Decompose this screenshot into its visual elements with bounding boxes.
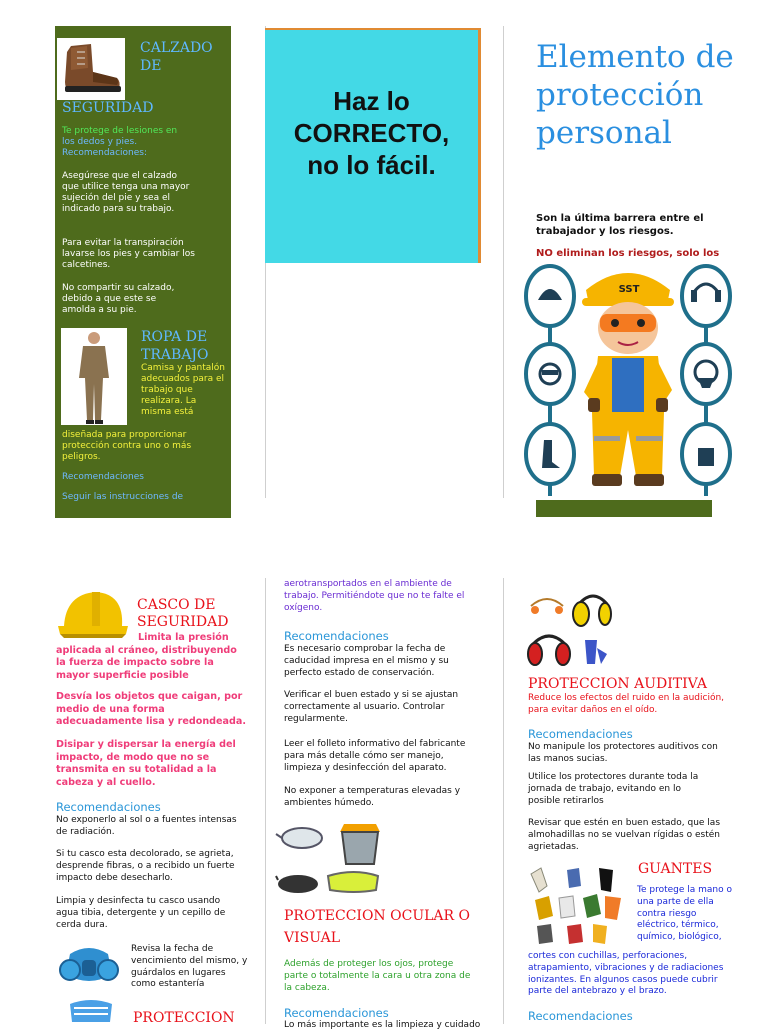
panel-calzado-ropa [55, 26, 231, 518]
helmet-sst-label: SST [618, 284, 640, 295]
slogan-line-1: Haz lo [333, 86, 410, 116]
calzado-paragraph-1: Asegúrese que el calzado que utilice tenga una mayor sujeción del pie y sea el indicado para su trabajo. [62, 171, 190, 214]
boot-image [57, 38, 125, 100]
intro-text: Son la última barrera entre el trabajador y los riesgos. [536, 213, 704, 237]
calzado-paragraph-2: Para evitar la transpiración lavarse los pies y cambiar los calcetines. [62, 238, 195, 270]
slogan-line-3: no lo fácil. [307, 150, 436, 180]
auditiva-rec-2: Utilice los protectores durante toda la jornada de trabajo, evitando en lo posible retirarlos [528, 772, 699, 806]
respiratory-rec-2: Verificar el buen estado y si se ajustan correctamente al usuario. Controlar regularmente. [284, 690, 459, 724]
guantes-description-2: cortes con cuchillas, perforaciones, atrapamiento, vibraciones y de radiaciones ionizantes. En algunos casos puede cubrir parte del antebrazo y el brazo. [528, 951, 724, 997]
auditiva-rec-1: No manipule los protectores auditivos con las manos sucias. [528, 742, 718, 764]
casco-paragraph-3: Disipar y dispersar la energía del impacto, de modo que no se transmita en su totalidad a la cabeza y al cuello. [56, 739, 236, 788]
auditiva-title: PROTECCION AUDITIVA [528, 676, 707, 692]
respiratory-continuation: aerotransportados en el ambiente de trabajo. Permitiéndote que no te falte el oxígeno. [284, 579, 465, 613]
guantes-title: GUANTES [638, 861, 713, 877]
dust-mask-image [64, 996, 118, 1024]
panel-footer-left [55, 507, 231, 518]
ropa-text-cut: Seguir las instrucciones de [62, 492, 184, 502]
ocular-recomendaciones: Recomendaciones [284, 1006, 389, 1020]
gloves-image [527, 864, 627, 946]
hearing-protection-image [527, 588, 611, 670]
ropa-recomendaciones: Recomendaciones [62, 472, 144, 482]
respiratory-recomendaciones: Recomendaciones [284, 629, 389, 643]
respiratory-rec-4: No exponer a temperaturas elevadas y ambientes húmedo. [284, 786, 461, 808]
ocular-title: PROTECCION OCULAR O VISUAL [284, 908, 470, 946]
casco-rec-1: No exponerlo al sol o a fuentes intensas de radiación. [56, 815, 237, 837]
fold-line-4 [503, 578, 504, 1024]
calzado-intro-1: Te protege de lesiones en [62, 126, 178, 136]
calzado-title-2: SEGURIDAD [62, 100, 154, 116]
work-clothes-image [61, 328, 127, 425]
guantes-description-1: Te protege la mano o una parte de ella contra riesgo eléctrico, térmico, químico, biológico, [637, 885, 733, 943]
ropa-title: ROPA DE TRABAJO [141, 329, 209, 363]
casco-paragraph-1: Limita la presión aplicada al cráneo, distribuyendo la fuerza de impacto sobre la mayor superficie posible [56, 632, 237, 681]
warning-text: NO eliminan los riesgos, solo los [536, 248, 720, 259]
ropa-description-1: Camisa y pantalón adecuados para el trabajo que realizara. La misma está [141, 363, 226, 417]
proteccion-title-cut: PROTECCION [133, 1010, 235, 1026]
fold-line-2 [503, 26, 504, 498]
casco-paragraph-2: Desvía los objetos que caigan, por medio de una forma adecuadamente lisa y redondeada. [56, 691, 247, 728]
ropa-description-2: diseñada para proporcionar protección contra uno o más peligros. [62, 430, 192, 462]
panel-footer-right [536, 500, 712, 517]
calzado-paragraph-3: No compartir su calzado, debido a que este se amolda a su pie. [62, 283, 175, 315]
casco-title: CASCO DE SEGURIDAD [137, 597, 229, 630]
brochure-title: Elemento de protección personal [536, 39, 734, 151]
auditiva-recomendaciones: Recomendaciones [528, 727, 633, 741]
auditiva-rec-3: Revisar que estén en buen estado, que las almohadillas no se vuelvan rígidas o estén agrietadas. [528, 818, 721, 852]
casco-rec-2: Si tu casco esta decolorado, se agrieta, desprende fibras, o a recibido un fuerte impacto debe desecharlo. [56, 849, 235, 883]
fold-line-3 [265, 578, 266, 1024]
auditiva-description: Reduce los efectos del ruido en la audición, para evitar daños en el oído. [528, 693, 725, 715]
ocular-text-cut: Lo más importante es la limpieza y cuidado [284, 1020, 481, 1030]
guantes-recomendaciones: Recomendaciones [528, 1009, 633, 1023]
slogan [265, 85, 478, 181]
slogan-cover [265, 28, 481, 263]
respiratory-rec-3: Leer el folleto informativo del fabricante para más detalle cómo ser manejo, limpieza y desinfección del aparato. [284, 739, 466, 773]
mask-note: Revisa la fecha de vencimiento del mismo, y guárdalos en lugares como estantería [131, 944, 248, 990]
respiratory-rec-1: Es necesario comprobar la fecha de caducidad impresa en el mismo y su perfecto estado de conservación. [284, 644, 449, 678]
ppe-worker-illustration [518, 262, 740, 498]
calzado-recomendaciones: Recomendaciones: [62, 148, 147, 158]
eye-protection-image [276, 820, 388, 902]
casco-recomendaciones: Recomendaciones [56, 800, 161, 814]
casco-rec-3: Limpia y desinfecta tu casco usando agua tibia, detergente y un cepillo de cerda dura. [56, 896, 226, 930]
respirator-mask-image [56, 944, 122, 988]
calzado-title: CALZADO DE [140, 40, 213, 74]
slogan-line-2: CORRECTO, [293, 118, 450, 148]
ocular-description: Además de proteger los ojos, protege parte o totalmente la cara u otra zona de la cabeza. [284, 959, 471, 993]
calzado-intro-2: los dedos y pies. [62, 137, 138, 147]
